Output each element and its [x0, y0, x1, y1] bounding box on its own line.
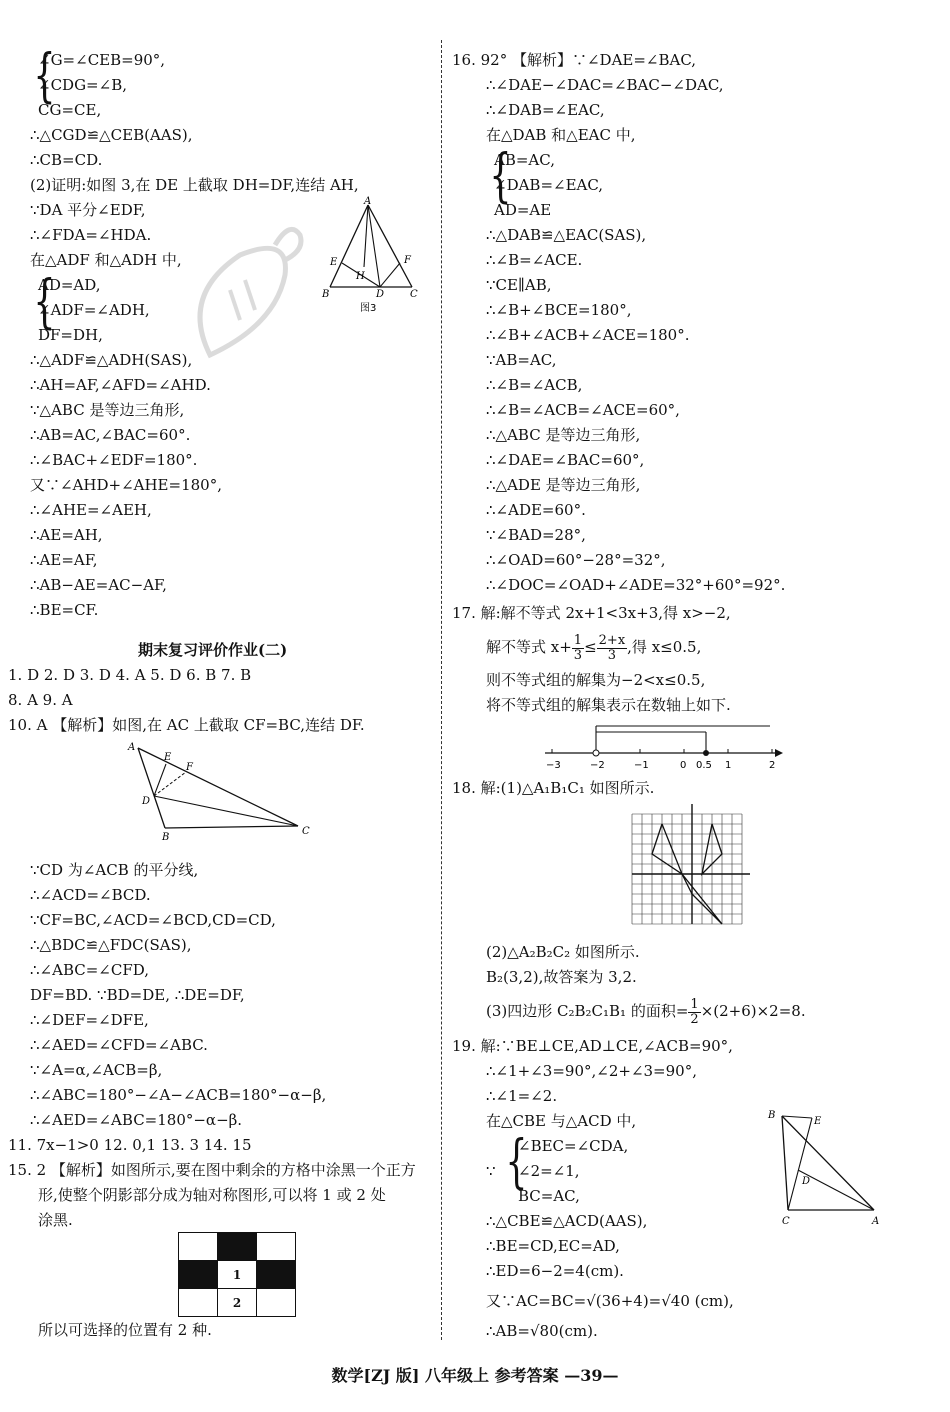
text-line: 所以可选择的位置有 2 种. — [38, 1321, 212, 1339]
fraction-denominator: 3 — [573, 647, 583, 663]
text-line: ∴∠1+∠3=90°,∠2+∠3=90°, — [486, 1062, 697, 1080]
tick-label: 2 — [769, 760, 776, 771]
point-label: F — [186, 762, 193, 773]
text-line: ∴∠AED=∠ABC=180°−α−β. — [30, 1111, 243, 1129]
question-10: 10. A 【解析】如图,在 AC 上截取 CF=BC,连结 DF. — [8, 716, 365, 734]
text-line — [486, 630, 701, 664]
text-line: ∴∠DOC=∠OAD+∠ADE=32°+60°=92°. — [486, 576, 786, 594]
point-label: A — [128, 742, 136, 753]
text-line: 涂黑. — [38, 1211, 73, 1229]
text-line: ∠CDG=∠B, — [38, 76, 127, 94]
text-line: ∴△BDC≌△FDC(SAS), — [30, 936, 192, 954]
text-line: ∴△DAB≌△EAC(SAS), — [486, 226, 647, 244]
text-line: ∴∠OAD=60°−28°=32°, — [486, 551, 666, 569]
text-line: ∵AB=AC, — [486, 351, 557, 369]
text-line: ∠DAB=∠EAC, — [494, 176, 604, 194]
text-fragment: ≤ — [584, 638, 597, 656]
text-line: ∴∠B+∠ACB+∠ACE=180°. — [486, 326, 690, 344]
text-line: ∴∠B=∠ACB, — [486, 376, 583, 394]
point-label: B — [162, 832, 170, 843]
text-line: 则不等式组的解集为−2<x≤0.5, — [486, 671, 706, 689]
text-line: ∠G=∠CEB=90°, — [38, 51, 166, 69]
text-line: ∴∠DAB=∠EAC, — [486, 101, 605, 119]
brace: { — [33, 267, 56, 335]
text-line: ∴AB=√80(cm). — [486, 1322, 598, 1340]
fraction — [688, 998, 700, 1027]
text-line: 将不等式组的解集表示在数轴上如下. — [486, 696, 731, 714]
text-line: ∴∠DAE=∠BAC=60°, — [486, 451, 645, 469]
text-line: BC=AC, — [518, 1187, 580, 1205]
brace: { — [33, 41, 56, 109]
text-line: ∴∠B+∠BCE=180°, — [486, 301, 632, 319]
text-line: CG=CE, — [38, 101, 102, 119]
text-line: ∴△ABC 是等边三角形, — [486, 426, 641, 444]
figure-q10 — [120, 738, 340, 848]
brace: { — [489, 141, 512, 209]
text-line: ∴∠ACD=∠BCD. — [30, 886, 151, 904]
triangle — [652, 824, 682, 874]
text-line: ∴AH=AF,∠AFD=∠AHD. — [30, 376, 211, 394]
watermark-logo — [180, 215, 310, 385]
text-line: ∴△ADF≌△ADH(SAS), — [30, 351, 193, 369]
q15-grid — [178, 1232, 296, 1317]
question-17: 17. 解:解不等式 2x+1<3x+3,得 x>−2, — [452, 604, 731, 622]
point-label: F — [404, 255, 411, 266]
figure-q19 — [762, 1108, 882, 1228]
text-line: ∴∠ADE=60°. — [486, 501, 586, 519]
figure-3 — [320, 195, 430, 335]
text-line: 又∵∠AHD+∠AHE=180°, — [30, 476, 222, 494]
text-line: DF=DH, — [38, 326, 103, 344]
point-label: C — [782, 1216, 790, 1227]
text-line: 形,使整个阴影部分成为轴对称图形,可以将 1 或 2 处 — [38, 1186, 386, 1204]
brace: { — [505, 1127, 528, 1195]
text-line: ∴∠1=∠2. — [486, 1087, 558, 1105]
text-line: ∴∠B=∠ACB=∠ACE=60°, — [486, 401, 680, 419]
point-label: D — [802, 1176, 811, 1187]
answer-row: 1. D 2. D 3. D 4. A 5. D 6. B 7. B — [8, 666, 252, 684]
fraction — [597, 634, 628, 663]
number-line — [540, 718, 790, 774]
text-line: 在△CBE 与△ACD 中, — [486, 1112, 637, 1130]
text-line: AD=AE — [494, 201, 552, 219]
text-line — [486, 994, 806, 1028]
section-title: 期末复习评价作业(二) — [138, 641, 288, 659]
text-line: ∴△ADE 是等边三角形, — [486, 476, 641, 494]
text-line: ∴AE=AH, — [30, 526, 103, 544]
point-label: A — [872, 1216, 880, 1227]
text-fragment: 解不等式 x+ — [486, 638, 572, 656]
point-label: E — [330, 257, 338, 268]
text-line: AD=AD, — [38, 276, 101, 294]
grid-cell-label: 1 — [218, 1261, 257, 1289]
figure-caption: 图3 — [360, 303, 377, 314]
tick-label: 0 — [680, 760, 687, 771]
text-line: ∵CE∥AB, — [486, 276, 552, 294]
text-line: ∴ED=6−2=4(cm). — [486, 1262, 624, 1280]
text-line: ∴△CGD≌△CEB(AAS), — [30, 126, 193, 144]
fraction-numerator: 1 — [573, 632, 583, 648]
text-line: AB=AC, — [494, 151, 555, 169]
point-label: E — [814, 1116, 822, 1127]
column-divider — [441, 40, 442, 1340]
text-line: ∴∠DEF=∠DFE, — [30, 1011, 149, 1029]
question-18: 18. 解:(1)△A₁B₁C₁ 如图所示. — [452, 779, 655, 797]
text-line: ∵△ABC 是等边三角形, — [30, 401, 185, 419]
text-line: ∴AB−AE=AC−AF, — [30, 576, 167, 594]
point-label: D — [376, 289, 385, 300]
fraction-denominator: 3 — [607, 647, 617, 663]
text-line: ∴BE=CD,EC=AD, — [486, 1237, 620, 1255]
text-fragment: ,得 x≤0.5, — [627, 638, 702, 656]
text-line: ∵∠A=α,∠ACB=β, — [30, 1061, 163, 1079]
text-line: ∠BEC=∠CDA, — [518, 1137, 629, 1155]
text-line: ∵CF=BC,∠ACD=∠BCD,CD=CD, — [30, 911, 276, 929]
text-line: ∵ — [486, 1162, 496, 1180]
text-line: ∴CB=CD. — [30, 151, 103, 169]
point-label: C — [410, 289, 418, 300]
coordinate-grid — [627, 802, 757, 928]
tick-label: −3 — [546, 760, 561, 771]
text-line: 又∵AC=BC=√(36+4)=√40 (cm), — [486, 1292, 734, 1310]
text-line: 在△ADF 和△ADH 中, — [30, 251, 182, 269]
text-line: ∴AE=AF, — [30, 551, 98, 569]
text-line: B₂(3,2),故答案为 3,2. — [486, 968, 637, 986]
fraction-numerator: 2+x — [598, 632, 626, 648]
point-label: B — [768, 1110, 776, 1121]
text-line: ∠2=∠1, — [518, 1162, 580, 1180]
fraction — [572, 634, 584, 663]
answer-row: 8. A 9. A — [8, 691, 73, 709]
question-19: 19. 解:∵BE⊥CE,AD⊥CE,∠ACB=90°, — [452, 1037, 733, 1055]
answer-row: 11. 7x−1>0 12. 0,1 13. 3 14. 15 — [8, 1136, 252, 1154]
tick-label: 1 — [725, 760, 732, 771]
text-line: ∴∠BAC+∠EDF=180°. — [30, 451, 198, 469]
text-line: DF=BD. ∵BD=DE, ∴DE=DF, — [30, 986, 245, 1004]
text-line: (2)△A₂B₂C₂ 如图所示. — [486, 943, 640, 961]
text-line: 在△DAB 和△EAC 中, — [486, 126, 636, 144]
text-line: ∴△CBE≌△ACD(AAS), — [486, 1212, 648, 1230]
text-fragment: ×(2+6)×2=8. — [700, 1002, 806, 1020]
text-line: ∴AB=AC,∠BAC=60°. — [30, 426, 191, 444]
point-label: B — [322, 289, 330, 300]
text-line: ∴∠ABC=180°−∠A−∠ACB=180°−α−β, — [30, 1086, 327, 1104]
fraction-numerator: 1 — [690, 996, 699, 1012]
question-16: 16. 92° 【解析】∵∠DAE=∠BAC, — [452, 51, 697, 69]
point-label: E — [164, 752, 172, 763]
text-line: ∵∠BAD=28°, — [486, 526, 586, 544]
text-fragment: (3)四边形 C₂B₂C₁B₁ 的面积= — [486, 1002, 689, 1020]
point-label: C — [302, 826, 310, 837]
text-line: ∵CD 为∠ACB 的平分线, — [30, 861, 199, 879]
question-15: 15. 2 【解析】如图所示,要在图中剩余的方格中涂黑一个正方 — [8, 1161, 416, 1179]
text-line: ∴∠FDA=∠HDA. — [30, 226, 152, 244]
tick-label: 0.5 — [696, 760, 712, 771]
text-line: (2)证明:如图 3,在 DE 上截取 DH=DF,连结 AH, — [30, 176, 359, 194]
text-line: ∴∠AED=∠CFD=∠ABC. — [30, 1036, 208, 1054]
fraction-denominator: 2 — [690, 1011, 699, 1027]
text-line: ∴∠B=∠ACE. — [486, 251, 583, 269]
point-label: A — [364, 196, 372, 207]
point-label: H — [356, 271, 365, 282]
page-footer: 数学[ZJ 版] 八年级上 参考答案 —39— — [331, 1366, 619, 1385]
grid-cell-label: 2 — [218, 1289, 257, 1317]
text-line: ∵DA 平分∠EDF, — [30, 201, 146, 219]
text-line: ∠ADF=∠ADH, — [38, 301, 150, 319]
text-line: ∴BE=CF. — [30, 601, 99, 619]
tick-label: −1 — [634, 760, 649, 771]
text-line: ∴∠DAE−∠DAC=∠BAC−∠DAC, — [486, 76, 724, 94]
text-line: ∴∠ABC=∠CFD, — [30, 961, 150, 979]
tick-label: −2 — [590, 760, 605, 771]
text-line: ∴∠AHE=∠AEH, — [30, 501, 152, 519]
point-label: D — [142, 796, 151, 807]
